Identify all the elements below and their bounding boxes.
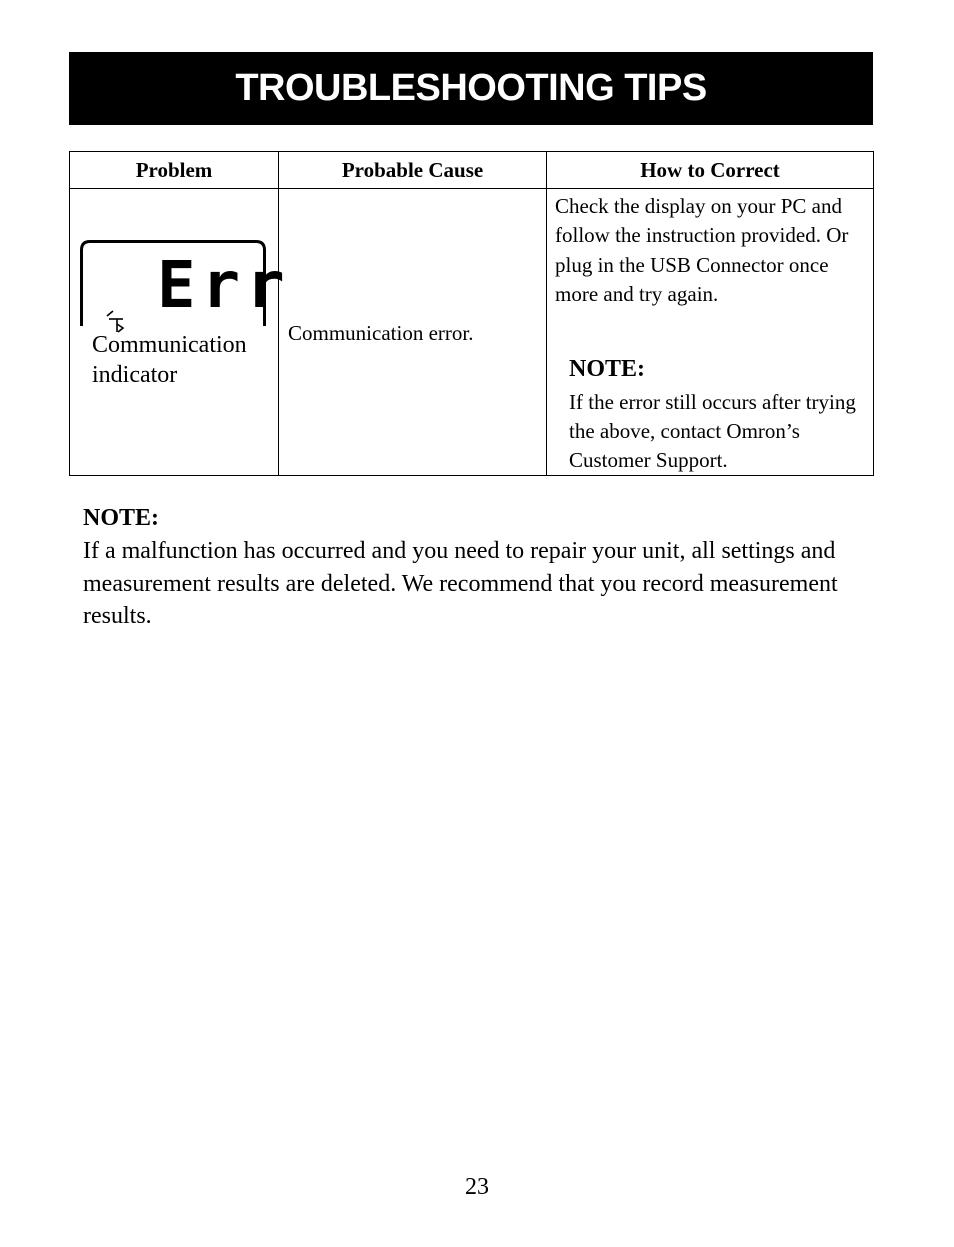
page-header-banner	[69, 52, 873, 125]
probable-cause-cell	[279, 189, 547, 476]
lcd-display	[80, 240, 291, 326]
column-header-problem: Problem	[70, 152, 279, 189]
communication-indicator-icon	[107, 311, 123, 332]
correction-text: Check the display on your PC and follow the instruction provided. Or plug in the USB Connector once more and try again.	[555, 194, 849, 306]
note-title: NOTE:	[83, 505, 160, 531]
troubleshooting-table	[69, 151, 874, 476]
column-header-how-to-correct: How to Correct	[547, 152, 874, 189]
correction-note-title: NOTE:	[569, 356, 646, 382]
column-header-probable-cause: Probable Cause	[279, 152, 547, 189]
correction-note-text: If the error still occurs after trying the above, contact Omron’s Customer Support.	[569, 390, 856, 472]
page-number: 23	[465, 1174, 489, 1200]
note-text: If a malfunction has occurred and you need to repair your unit, all settings and measurement results are deleted. We recommend that you record measurement results.	[83, 538, 838, 629]
table-row	[70, 189, 874, 476]
problem-cell	[70, 189, 291, 476]
lcd-error-code: Err	[157, 249, 291, 323]
table-header-row	[70, 152, 874, 189]
page-title: TROUBLESHOOTING TIPS	[235, 67, 707, 109]
communication-indicator-label: Communication indicator	[92, 332, 247, 388]
how-to-correct-cell	[547, 189, 874, 476]
probable-cause-text: Communication error.	[288, 320, 474, 345]
